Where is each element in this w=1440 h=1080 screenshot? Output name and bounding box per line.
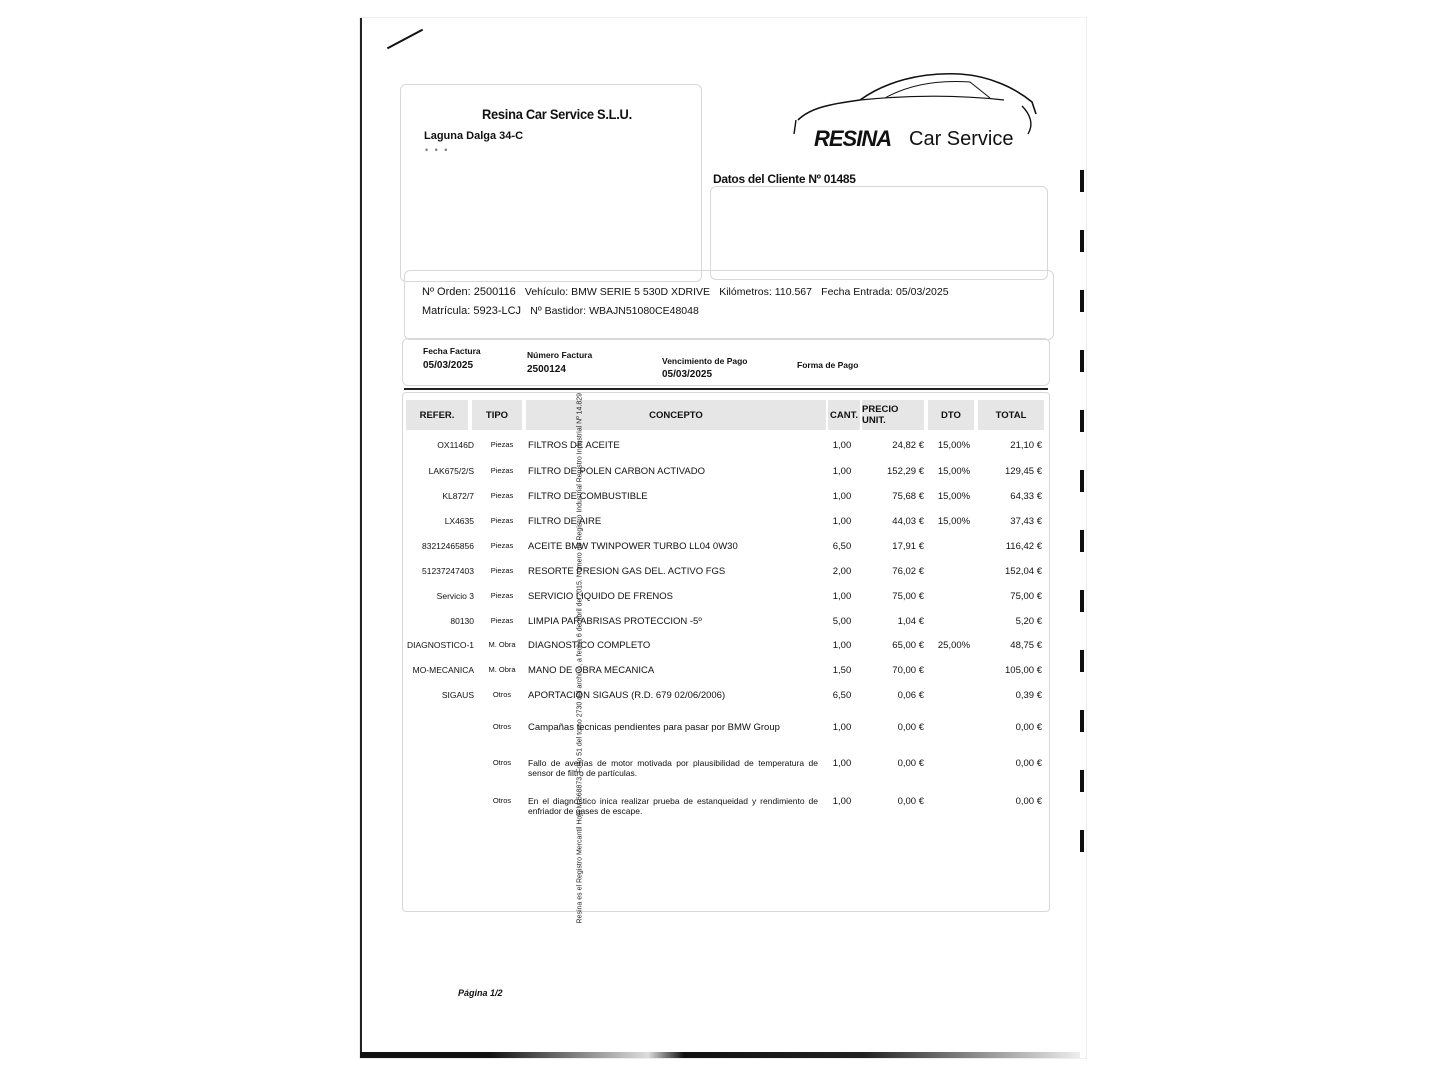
cell-tipo: Piezas <box>490 516 514 525</box>
km-value: 110.567 <box>774 286 812 298</box>
cell-tipo: Otros <box>492 758 512 767</box>
cell-precio: 65,00 € <box>892 640 924 651</box>
cell-concepto: ACEITE BMW TWINPOWER TURBO LL04 0W30 <box>528 541 738 552</box>
entry-date-label: Fecha Entrada: <box>821 286 893 298</box>
cell-ref: LAK675/2/S <box>428 466 474 476</box>
cell-precio: 76,02 € <box>892 566 924 577</box>
col-header-precio: PRECIO UNIT. <box>862 400 924 430</box>
chassis-value: WBAJN51080CE48048 <box>589 305 699 317</box>
km-label: Kilómetros: <box>719 286 772 298</box>
cell-cant: 1,00 <box>832 758 852 769</box>
scan-edge-bottom <box>360 1052 1080 1058</box>
company-address: Laguna Dalga 34-C <box>424 130 524 142</box>
col-header-ref: REFER. <box>406 400 468 430</box>
cell-tipo: Piezas <box>490 466 514 475</box>
cell-total: 5,20 € <box>1015 616 1042 627</box>
cell-concepto: FILTRO DE AIRE <box>528 516 602 527</box>
cell-dto: 15,00% <box>937 440 971 451</box>
cell-total: 0,00 € <box>1015 758 1042 769</box>
cell-cant: 2,00 <box>832 566 852 577</box>
page-number: Página 1/2 <box>458 988 503 998</box>
invoice-date-label: Fecha Factura <box>423 346 481 356</box>
cell-dto: 15,00% <box>937 491 971 502</box>
entry-date-value: 05/03/2025 <box>896 286 949 298</box>
cell-tipo: Piezas <box>490 566 514 575</box>
cell-cant: 1,00 <box>832 722 852 733</box>
order-label: Nº Orden: <box>422 286 471 298</box>
order-line-2 <box>422 305 699 317</box>
cell-precio: 0,00 € <box>897 796 924 807</box>
cell-precio: 75,00 € <box>892 591 924 602</box>
cell-total: 129,45 € <box>1005 466 1042 477</box>
cell-concepto: Campañas tecnicas pendientes para pasar por BMW Group <box>528 722 780 733</box>
cell-concepto: LIMPIA PARABRISAS PROTECCION -5º <box>528 616 702 627</box>
cell-precio: 70,00 € <box>892 665 924 676</box>
cell-cant: 1,00 <box>832 796 852 807</box>
chassis-label: Nº Bastidor: <box>530 305 587 317</box>
cell-dto: 25,00% <box>937 640 971 651</box>
logo-subtitle: Car Service <box>909 128 1014 150</box>
cell-cant: 6,50 <box>832 541 852 552</box>
cell-ref: OX1146D <box>437 440 474 450</box>
cell-total: 152,04 € <box>1005 566 1042 577</box>
cell-total: 0,00 € <box>1015 796 1042 807</box>
cell-precio: 17,91 € <box>892 541 924 552</box>
client-title-label: Datos del Cliente <box>713 172 806 186</box>
cell-precio: 0,00 € <box>897 722 924 733</box>
invoice-number-value: 2500124 <box>527 364 566 375</box>
plate-label: Matrícula: <box>422 305 471 317</box>
logo-brand: RESINA <box>814 126 892 151</box>
cell-concepto: FILTROS DE ACEITE <box>528 440 620 451</box>
cell-cant: 1,00 <box>832 466 852 477</box>
due-date-value: 05/03/2025 <box>662 369 713 380</box>
cell-total: 105,00 € <box>1005 665 1042 676</box>
client-title <box>713 172 856 186</box>
cell-precio: 75,68 € <box>892 491 924 502</box>
cell-precio: 1,04 € <box>897 616 924 627</box>
col-header-dto: DTO <box>928 400 974 430</box>
cell-precio: 24,82 € <box>892 440 924 451</box>
cell-cant: 1,00 <box>832 491 852 502</box>
cell-cant: 1,00 <box>832 591 852 602</box>
cell-tipo: Otros <box>492 796 512 805</box>
cell-precio: 0,00 € <box>897 758 924 769</box>
cell-ref: Servicio 3 <box>436 591 474 601</box>
cell-cant: 1,50 <box>832 665 852 676</box>
cell-concepto: SERVICIO LIQUIDO DE FRENOS <box>528 591 673 602</box>
col-header-tipo: TIPO <box>472 400 522 430</box>
cell-dto: 15,00% <box>937 516 971 527</box>
cell-tipo: Piezas <box>490 616 514 625</box>
cell-concepto: En el diagnostico inica realizar prueba de estanqueidad y rendimiento de enfriador de gases de escape. <box>528 796 818 816</box>
cell-concepto: DIAGNOSTICO COMPLETO <box>528 640 651 651</box>
cell-ref: DIAGNOSTICO-1 <box>406 640 474 650</box>
registry-note: Resina es el Registro Mercantil Hoja M-668873, Folio 51 del tomo 2730 del archivo, a fecha 6 de abril de 2015. Número de Registro Industrial Registro Industrial Nº 14.829 <box>576 392 584 924</box>
cell-concepto: RESORTE PRESION GAS DEL. ACTIVO FGS <box>528 566 726 577</box>
cell-cant: 5,00 <box>832 616 852 627</box>
cell-precio: 152,29 € <box>887 466 924 477</box>
col-header-concepto: CONCEPTO <box>526 400 826 430</box>
vehicle-label: Vehículo: <box>524 286 569 298</box>
cell-total: 37,43 € <box>1010 516 1042 527</box>
order-value: 2500116 <box>473 286 516 298</box>
order-line-1 <box>422 286 949 298</box>
cell-tipo: Otros <box>492 722 512 731</box>
cell-concepto: FILTRO DE POLEN CARBON ACTIVADO <box>528 466 706 477</box>
cell-ref: 83212465856 <box>421 541 474 551</box>
cell-total: 0,39 € <box>1015 690 1042 701</box>
cell-total: 21,10 € <box>1010 440 1042 451</box>
invoice-number-label: Número Factura <box>527 350 593 360</box>
cell-ref: SIGAUS <box>441 690 474 700</box>
scan-edge-marks <box>1080 170 1086 890</box>
client-box <box>710 186 1048 280</box>
cell-ref: LX4635 <box>444 516 474 526</box>
cell-cant: 1,00 <box>832 440 852 451</box>
cell-tipo: Piezas <box>490 541 514 550</box>
cell-total: 48,75 € <box>1010 640 1042 651</box>
col-header-total: TOTAL <box>978 400 1044 430</box>
cell-ref: 80130 <box>450 616 474 626</box>
cell-total: 75,00 € <box>1010 591 1042 602</box>
due-date-label: Vencimiento de Pago <box>662 356 748 366</box>
cell-precio: 0,06 € <box>897 690 924 701</box>
plate-value: 5923-LCJ <box>473 305 522 317</box>
cell-total: 64,33 € <box>1010 491 1042 502</box>
cell-precio: 44,03 € <box>892 516 924 527</box>
cell-tipo: Piezas <box>490 491 514 500</box>
cell-cant: 1,00 <box>832 516 852 527</box>
cell-tipo: Piezas <box>490 591 514 600</box>
col-header-cant: CANT. <box>828 400 860 430</box>
invoice-date-value: 05/03/2025 <box>423 360 474 371</box>
cell-concepto: MANO DE OBRA MECANICA <box>528 665 655 676</box>
payment-method-label: Forma de Pago <box>797 360 859 370</box>
cell-concepto: FILTRO DE COMBUSTIBLE <box>528 491 648 502</box>
cell-cant: 6,50 <box>832 690 852 701</box>
cell-total: 116,42 € <box>1005 541 1042 552</box>
cell-concepto: APORTACION SIGAUS (R.D. 679 02/06/2006) <box>528 690 726 701</box>
client-number: Nº 01485 <box>808 172 856 186</box>
cell-tipo: M. Obra <box>488 665 516 674</box>
cell-ref: 51237247403 <box>421 566 474 576</box>
company-name: Resina Car Service S.L.U. <box>482 106 632 122</box>
divider <box>404 388 1048 390</box>
cell-tipo: M. Obra <box>488 640 516 649</box>
cell-tipo: Piezas <box>490 440 514 449</box>
cell-tipo: Otros <box>492 690 512 699</box>
vehicle-value: BMW SERIE 5 530D XDRIVE <box>571 286 711 298</box>
cell-ref: KL872/7 <box>442 491 474 501</box>
cell-cant: 1,00 <box>832 640 852 651</box>
cell-total: 0,00 € <box>1015 722 1042 733</box>
cell-dto: 15,00% <box>937 466 971 477</box>
cell-ref: MO-MECANICA <box>412 665 474 675</box>
company-address-extra: • • • <box>425 145 450 155</box>
cell-concepto: Fallo de averías de motor motivada por plausibilidad de temperatura de sensor de filtro de partículas. <box>528 758 818 778</box>
